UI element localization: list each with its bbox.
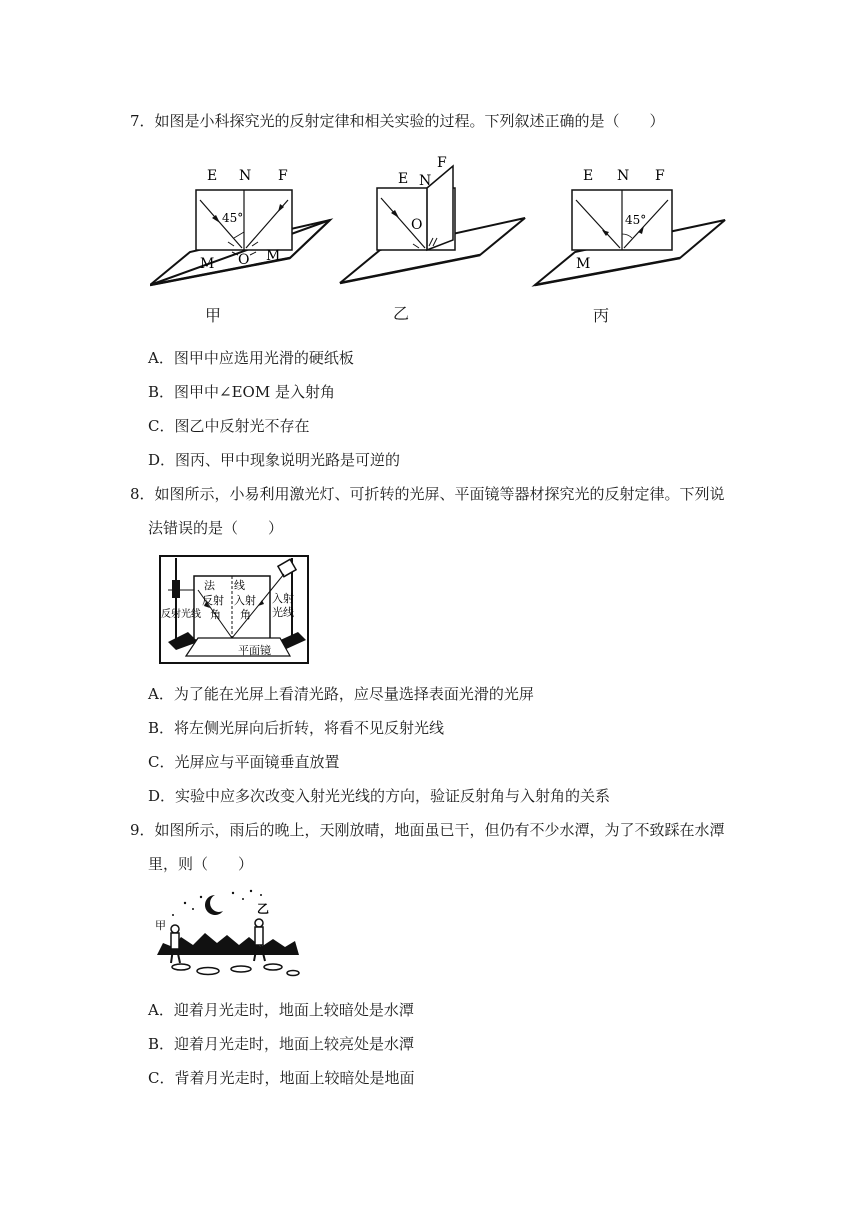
q7-option-c[interactable]: C．图乙中反射光不存在 xyxy=(148,417,310,435)
bing-angle: 45° xyxy=(625,213,647,227)
jia-label-f: F xyxy=(278,168,288,184)
q8-label-normal-b: 线 xyxy=(234,579,245,592)
q9-option-a[interactable]: A．迎着月光走时，地面上较暗处是水潭 xyxy=(148,1001,414,1019)
q8-option-b[interactable]: B．将左侧光屏向后折转，将看不见反射光线 xyxy=(148,719,445,737)
yi-label-e: E xyxy=(398,171,409,187)
q7-stem: 7．如图是小科探究光的反射定律和相关实验的过程。下列叙述正确的是（ ） xyxy=(130,112,665,130)
q8-label-inc-ray-a: 入射 xyxy=(272,592,294,605)
jia-label-m2: M xyxy=(266,248,281,264)
q8-figure xyxy=(158,554,310,666)
bing-label-n: N xyxy=(617,168,630,184)
jia-label-m1: M xyxy=(200,256,215,272)
jia-label-n: N xyxy=(239,168,252,184)
bing-label-m: M xyxy=(576,256,591,272)
yi-label-n: N xyxy=(419,173,432,189)
q9-stem-line2: 里，则（ ） xyxy=(148,855,254,873)
q8-stem-line1: 8．如图所示，小易利用激光灯、可折转的光屏、平面镜等器材探究光的反射定律。下列说 xyxy=(130,485,725,503)
q9-option-c[interactable]: C．背着月光走时，地面上较暗处是地面 xyxy=(148,1069,415,1087)
jia-label-e: E xyxy=(207,168,218,184)
q8-label-normal-a: 法 xyxy=(204,579,215,592)
q9-stem-line1: 9．如图所示，雨后的晚上，天刚放晴，地面虽已干，但仍有不少水潭，为了不致踩在水潭 xyxy=(130,821,725,839)
jia-caption: 甲 xyxy=(205,306,222,325)
q7-option-b[interactable]: B．图甲中∠EOM 是入射角 xyxy=(148,383,335,401)
q9-option-b[interactable]: B．迎着月光走时，地面上较亮处是水潭 xyxy=(148,1035,415,1053)
q8-label-inc-angle-a: 入射 xyxy=(234,594,256,607)
bing-label-e: E xyxy=(583,168,594,184)
q7-option-a[interactable]: A．图甲中应选用光滑的硬纸板 xyxy=(148,349,354,367)
q8-label-inc-angle-b: 角 xyxy=(240,608,251,621)
q8-label-refl-angle-b: 角 xyxy=(210,608,221,621)
q9-label-left: 甲 xyxy=(155,919,166,932)
q9-figure xyxy=(153,885,303,980)
q8-option-a[interactable]: A．为了能在光屏上看清光路，应尽量选择表面光滑的光屏 xyxy=(148,685,534,703)
q8-label-mirror: 平面镜 xyxy=(238,644,271,657)
q8-option-d[interactable]: D．实验中应多次改变入射光光线的方向，验证反射角与入射角的关系 xyxy=(148,787,611,805)
q7-figure-jia xyxy=(150,160,335,290)
q8-option-c[interactable]: C．光屏应与平面镜垂直放置 xyxy=(148,753,340,771)
q8-label-refl-angle-a: 反射 xyxy=(202,594,224,607)
q7-figure-yi xyxy=(335,150,530,290)
bing-caption: 丙 xyxy=(593,306,610,325)
bing-label-f: F xyxy=(655,168,665,184)
q8-label-refl-ray: 反射光线 xyxy=(161,609,201,620)
q9-label-right: 乙 xyxy=(257,902,270,916)
q7-figure-bing xyxy=(530,160,730,290)
q8-stem-line2: 法错误的是（ ） xyxy=(148,519,284,537)
q7-option-d[interactable]: D．图丙、甲中现象说明光路是可逆的 xyxy=(148,451,401,469)
jia-angle: 45° xyxy=(222,211,244,225)
jia-label-o: O xyxy=(238,252,250,268)
yi-label-f: F xyxy=(437,155,447,171)
yi-label-o: O xyxy=(411,217,423,233)
q8-label-inc-ray-b: 光线 xyxy=(272,606,294,619)
yi-caption: 乙 xyxy=(393,304,410,323)
